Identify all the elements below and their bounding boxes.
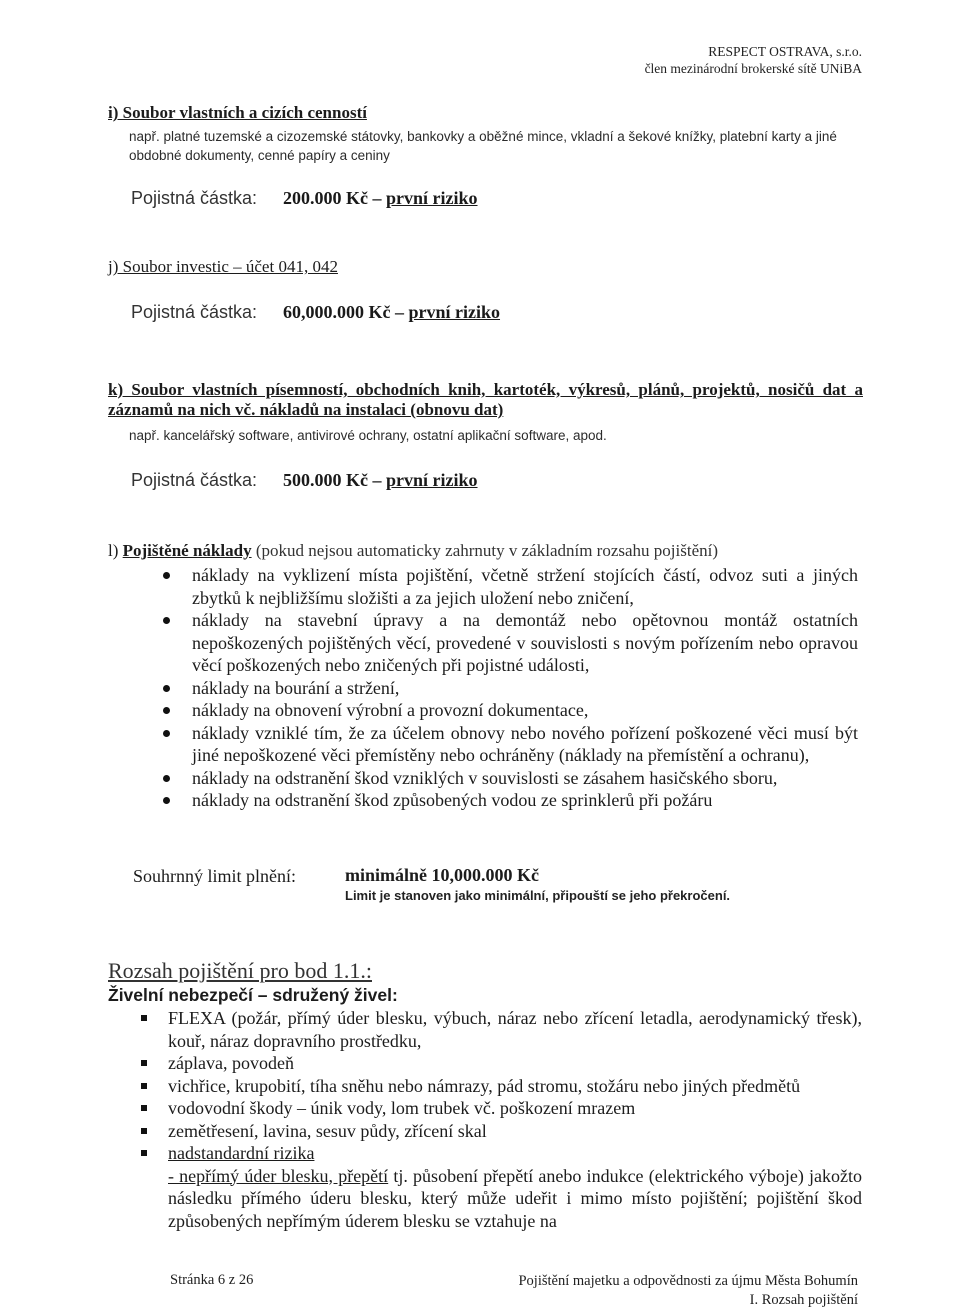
- list-item: vichřice, krupobití, tíha sněhu nebo námrazy, pád stromu, stožáru nebo jiných předmětů: [115, 1075, 862, 1098]
- scope-heading: Rozsah pojištění pro bod 1.1.:: [108, 958, 372, 983]
- sub-item-prefix: - nepřímý úder blesku, přepětí: [168, 1165, 389, 1186]
- list-item: náklady na odstranění škod způsobených vodou ze sprinklerů při požáru: [163, 789, 858, 812]
- section-l-title: [108, 541, 868, 561]
- section-l-list: [163, 564, 858, 812]
- section-i-risk: první riziko: [386, 188, 478, 208]
- list-item: náklady na obnovení výrobní a provozní dokumentace,: [163, 699, 858, 722]
- bullet-dot-icon: [163, 797, 170, 804]
- bullet-dot-icon: [163, 617, 170, 624]
- square-bullet-icon: [141, 1150, 147, 1156]
- section-i-amount: 200.000 Kč –: [283, 188, 382, 208]
- section-i-sum-value: [283, 188, 478, 209]
- section-k-sum-label: Pojistná částka:: [131, 470, 258, 490]
- list-item-continuation: [115, 1165, 862, 1233]
- square-bullet-icon: [141, 1083, 147, 1089]
- limit-value: minimálně 10,000.000 Kč: [345, 865, 539, 885]
- section-j-risk: první riziko: [408, 302, 501, 322]
- section-k-risk: první riziko: [386, 470, 478, 490]
- sub-item-text: tj. působení přepětí anebo indukce (elektrického výboje) jakožto následku přímého úderu blesku, který může udeřit i mimo místo pojištění; pojištění škod způsobených nepřímým úderem blesku se vztahuje na: [168, 1165, 863, 1231]
- bullet-dot-icon: [163, 775, 170, 782]
- list-item: náklady na vyklizení místa pojištění, včetně stržení stojících částí, odvoz suti a jiných zbytků k nejbližšímu složišti a za jejich uložení nebo zničení,: [163, 564, 858, 609]
- header-member: člen mezinárodní brokerské sítě UNiBA: [644, 61, 862, 76]
- list-item: vodovodní škody – únik vody, lom trubek vč. poškození mrazem: [115, 1097, 862, 1120]
- section-j-amount: 60,000.000 Kč –: [283, 302, 404, 322]
- header-company: RESPECT OSTRAVA, s.r.o.: [708, 44, 862, 59]
- bullet-dot-icon: [163, 572, 170, 579]
- footer-chapter: I. Rozsah pojištění: [749, 1292, 858, 1308]
- list-item: náklady na odstranění škod vzniklých v souvislosti se zásahem hasičského sboru,: [163, 767, 858, 790]
- list-item: FLEXA (požár, přímý úder blesku, výbuch, náraz nebo zřícení letadla, aerodynamický třesk), kouř, náraz dopravního prostředku,: [115, 1007, 862, 1052]
- page-header: [645, 43, 862, 77]
- page-footer: [518, 1272, 858, 1310]
- list-item: náklady na bourání a stržení,: [163, 677, 858, 700]
- section-k-sum-value: [283, 470, 478, 491]
- square-bullet-icon: [141, 1105, 147, 1111]
- section-j-sum-label: Pojistná částka:: [131, 302, 258, 322]
- section-j-sum-value: [283, 302, 500, 323]
- bullet-dot-icon: [163, 685, 170, 692]
- section-k-amount: 500.000 Kč –: [283, 470, 382, 490]
- list-item: zemětřesení, lavina, sesuv půdy, zřícení skal: [115, 1120, 862, 1143]
- section-i-sum-label: Pojistná částka:: [131, 188, 258, 208]
- square-bullet-icon: [141, 1128, 147, 1134]
- scope-list: [115, 1007, 862, 1232]
- limit-note: Limit je stanoven jako minimální, připouští se jeho překročení.: [345, 888, 731, 903]
- page-number: Stránka 6 z 26: [170, 1272, 254, 1288]
- section-l-title-main: Pojištěné náklady: [122, 541, 252, 560]
- list-item: náklady vzniklé tím, že za účelem obnovy nebo nového pořízení poškozené věci musí být jiné nepoškozené věci přemístěny nebo ochráněny (náklady na přemístění a ochranu),: [163, 722, 858, 767]
- section-k-description: např. kancelářský software, antivirové ochrany, ostatní aplikační software, apod.: [129, 428, 607, 443]
- list-item: náklady na stavební úpravy a na demontáž nebo opětovnou montáž ostatních nepoškozených pojištěných věcí, provedené v souvislosti s novým pořízením nebo opravou věcí poškozených nebo zničených při pojistné události,: [163, 609, 858, 677]
- section-l-title-note: (pokud nejsou automaticky zahrnuty v základním rozsahu pojištění): [251, 541, 719, 560]
- square-bullet-icon: [141, 1060, 147, 1066]
- section-l-title-prefix: l): [108, 541, 123, 560]
- bullet-dot-icon: [163, 707, 170, 714]
- list-item: nadstandardní rizika: [115, 1142, 862, 1165]
- section-i-title: i) Soubor vlastních a cizích cenností: [108, 103, 367, 122]
- bullet-dot-icon: [163, 730, 170, 737]
- square-bullet-icon: [141, 1015, 147, 1021]
- footer-document-title: Pojištění majetku a odpovědnosti za újmu Města Bohumín: [518, 1273, 858, 1289]
- limit-label: Souhrnný limit plnění:: [133, 866, 297, 886]
- scope-subheading: Živelní nebezpečí – sdružený živel:: [108, 985, 398, 1005]
- list-item: záplava, povodeň: [115, 1052, 862, 1075]
- section-i-description: např. platné tuzemské a cizozemské státovky, bankovky a oběžné mince, vkladní a šekové knížky, platební karty a jiné obdobné dokumenty, cenné papíry a ceniny: [129, 129, 837, 163]
- section-k-title: k) Soubor vlastních písemností, obchodních knih, kartoték, výkresů, plánů, projektů, nosičů dat a záznamů na nich vč. nákladů na instalaci (obnovu dat): [108, 380, 863, 419]
- section-j-title: j) Soubor investic – účet 041, 042: [108, 257, 338, 276]
